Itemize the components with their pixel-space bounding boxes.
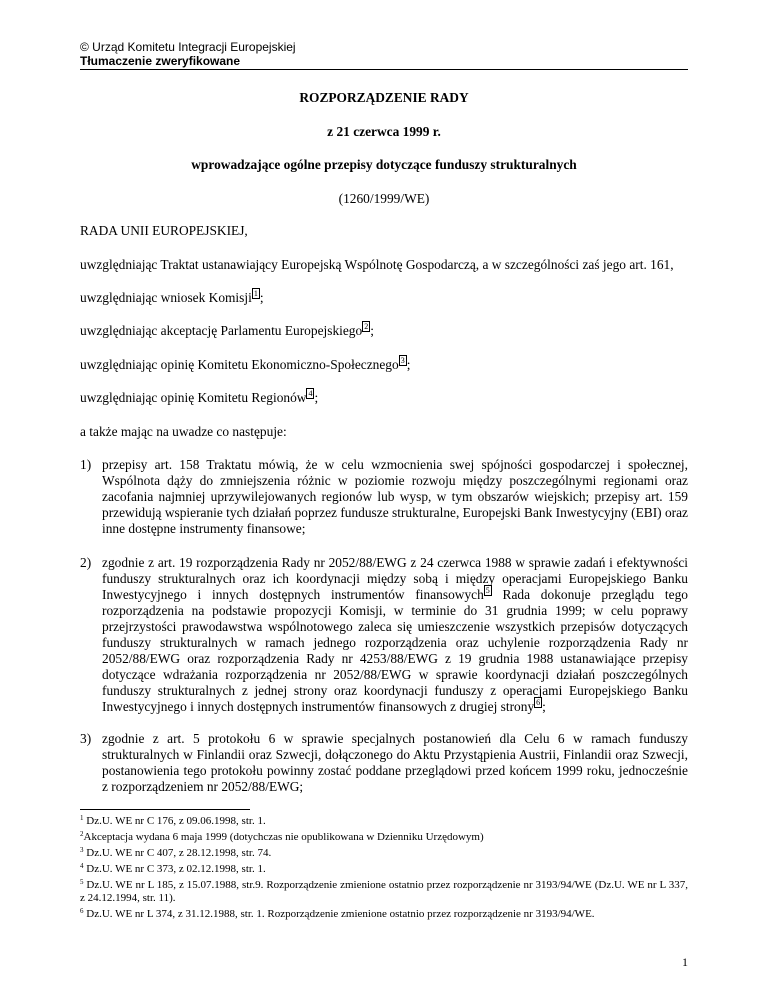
footnote-1: [80, 812, 688, 828]
footnote-num: 3: [80, 846, 84, 854]
item-text-b: Rada dokonuje przeglądu tego rozporządzenia na podstawie propozycji Komisji, w terminie do 31 grudnia 1999; w celu poprawy przejrzystości prawodawstwa wspólnotowego zaleca się umieszczenie wszystkich przepisów dotyczących funduszy strukturalnych w ramach jednego rozporządzenia oraz uchylenie rozporządzenia Rady nr 2052/88/EWG oraz rozporządzenia Rady nr 4253/88/EWG z 19 grudnia 1988 ustanawiające przepisy dotyczące wdrażania rozporządzenia nr 2052/88/EWG w sprawie koordynacji działań poszczególnych funduszy strukturalnych z jednej strony oraz koordynacji funduszy z operacjami Europejskiego Banku Inwestycyjnego i innych dostępnych instrumentów finansowych z drugiej strony: [102, 587, 688, 714]
recital-parliament: [80, 323, 688, 339]
semicolon: ;: [259, 290, 264, 305]
header-copyright: © Urząd Komitetu Integracji Europejskiej: [80, 40, 296, 54]
recital-regions-text: uwzględniając opinię Komitetu Regionów: [80, 390, 307, 405]
item-text: zgodnie z art. 5 protokołu 6 w sprawie specjalnych postanowień dla Celu 6 w ramach funduszy strukturalnych w Finlandii oraz Szwecji, dołączonego do Aktu Przystąpienia Austrii, Finlandii oraz Szwecji, postanowienia tego protokołu powinny zostać poddane przeglądowi przed końcem 1999 roku, jednocześnie z rozporządzeniem nr 2052/88/EWG;: [102, 731, 688, 794]
footnote-ref-4[interactable]: 4: [308, 389, 313, 398]
footnote-5: [80, 876, 688, 905]
item-number: 1): [80, 457, 92, 472]
footnotes: [80, 812, 688, 921]
recital-ecosoc-text: uwzględniając opinię Komitetu Ekonomiczno-Społecznego: [80, 357, 399, 372]
footnote-num: 2: [80, 830, 84, 838]
footnote-text: Dz.U. WE nr L 374, z 31.12.1988, str. 1. Rozporządzenie zmienione ostatnio przez rozporządzenie nr 3193/94/WE.: [83, 908, 595, 920]
footnote-num: 1: [80, 814, 84, 822]
footnote-ref-3[interactable]: 3: [400, 356, 405, 365]
doc-title: ROZPORZĄDZENIE RADY: [299, 90, 469, 105]
footnote-ref-6[interactable]: 6: [536, 698, 541, 707]
list-item-2: [80, 555, 688, 715]
page-number: 1: [682, 955, 688, 969]
doc-date: z 21 czerwca 1999 r.: [327, 124, 441, 139]
item-text: przepisy art. 158 Traktatu mówią, że w celu wzmocnienia swej spójności gospodarczej i społecznej, Wspólnota dąży do zmniejszenia różnic w poziomie rozwoju między poszczególnymi regionami oraz zacofania najmniej uprzywilejowanych regionów lub wysp, w tym obszarów wiejskich; przepisy art. 159 przewidują wspieranie tych działań poprzez fundusze strukturalne, Europejski Bank Inwestycyjny (EBI) oraz inne dostępne instrumenty finansowe;: [102, 457, 689, 536]
item-text: [102, 555, 688, 715]
footnote-6: [80, 905, 688, 921]
footnote-text: Dz.U. WE nr L 185, z 15.07.1988, str.9. Rozporządzenie zmienione ostatnio przez rozporządzenie nr 3193/94/WE (Dz.U. WE nr L 337, z 24.12.1994, str. 11).: [80, 879, 688, 904]
footnote-ref-1[interactable]: 1: [253, 289, 258, 298]
footnote-ref-5[interactable]: 5: [485, 586, 490, 595]
list-item-3: [80, 731, 688, 795]
semicolon: ;: [406, 357, 411, 372]
header-verified: Tłumaczenie zweryfikowane: [80, 54, 241, 68]
footnote-3: [80, 844, 688, 860]
footnote-4: [80, 860, 688, 876]
footnote-2: [80, 828, 688, 844]
recital-commission: [80, 290, 688, 306]
council-line: RADA UNII EUROPEJSKIEJ,: [80, 223, 248, 238]
doc-number: (1260/1999/WE): [338, 191, 430, 206]
recital-ecosoc: [80, 357, 688, 373]
list-item-1: [80, 457, 688, 537]
footnote-num: 6: [80, 907, 84, 915]
semicolon: ;: [370, 323, 374, 338]
footnote-text: Akceptacja wydana 6 maja 1999 (dotychczas nie opublikowana w Dzienniku Urzędowym): [83, 831, 484, 843]
recital-regions: [80, 390, 688, 406]
item-text-a: zgodnie z art. 19 rozporządzenia Rady nr 2052/88/EWG z 24 czerwca 1988 w sprawie zadań i efektywności funduszy strukturalnych oraz ich koordynacji między sobą i między operacjami Europejskiego Banku Inwestycyjnego i innych dostępnych instrumentów finansowych: [102, 555, 688, 602]
footnote-text: Dz.U. WE nr C 407, z 28.12.1998, str. 74.: [86, 847, 272, 859]
whereas-line: a także mając na uwadze co następuje:: [80, 424, 287, 439]
recital-commission-text: uwzględniając wniosek Komisji: [80, 290, 252, 305]
footnote-separator: [80, 809, 250, 810]
doc-subject: wprowadzające ogólne przepisy dotyczące funduszy strukturalnych: [191, 157, 577, 172]
recital-treaty: uwzględniając Traktat ustanawiający Europejską Wspólnotę Gospodarczą, a w szczególności zaś jego art. 161,: [80, 257, 674, 272]
footnote-text: Dz.U. WE nr C 373, z 02.12.1998, str. 1.: [86, 863, 266, 875]
page-header: [80, 40, 688, 70]
semicolon: ;: [542, 699, 546, 714]
item-number: 3): [80, 731, 92, 746]
semicolon: ;: [314, 390, 319, 405]
recital-parliament-text: uwzględniając akceptację Parlamentu Europejskiego: [80, 323, 363, 338]
footnote-text: Dz.U. WE nr C 176, z 09.06.1998, str. 1.: [86, 815, 266, 827]
footnote-ref-2[interactable]: 2: [364, 322, 369, 331]
footnote-num: 4: [80, 862, 84, 870]
item-number: 2): [80, 555, 92, 570]
footnote-num: 5: [80, 878, 84, 886]
